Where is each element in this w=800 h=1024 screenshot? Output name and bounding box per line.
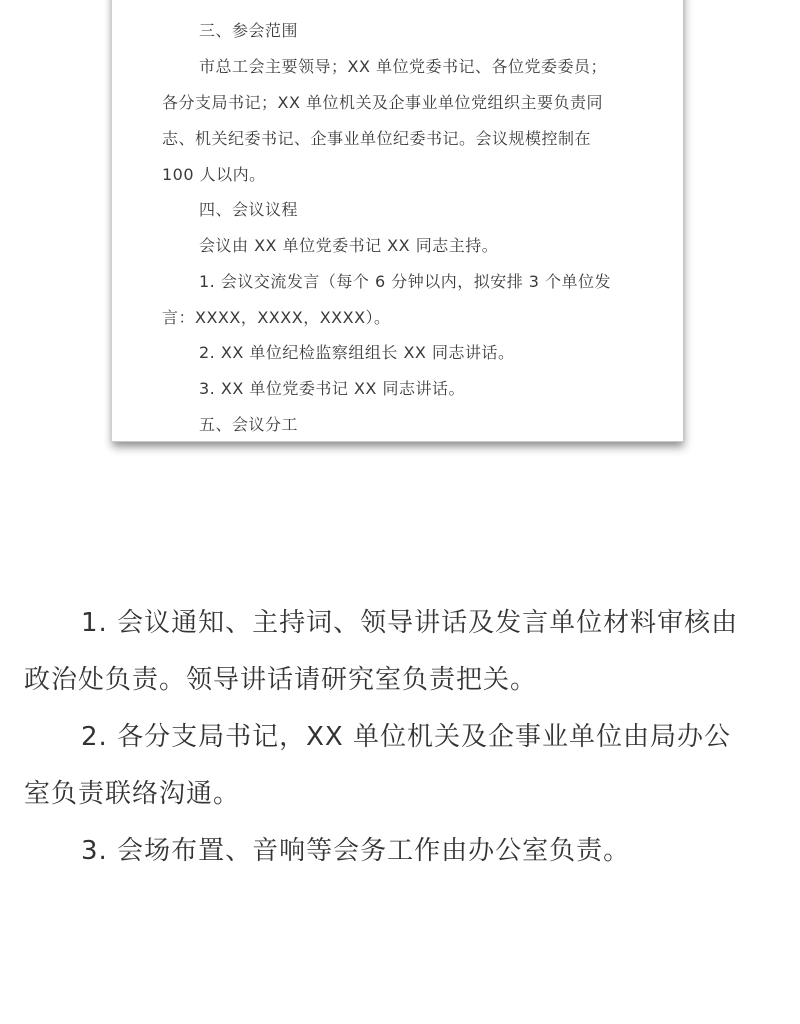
doc-line: 各分支局书记；XX 单位机关及企事业单位党组织主要负责同 <box>162 93 604 112</box>
doc-section-heading: 三、参会范围 <box>199 21 299 40</box>
doc-list-item: 2. XX 单位纪检监察组组长 XX 同志讲话。 <box>199 343 515 362</box>
paragraph-line: 2. 各分支局书记，XX 单位机关及企事业单位由局办公 <box>81 722 731 752</box>
doc-line: 市总工会主要领导；XX 单位党委书记、各位党委委员； <box>199 57 608 76</box>
doc-line: 言：XXXX，XXXX，XXXX）。 <box>162 308 391 327</box>
doc-line: 100 人以内。 <box>162 165 266 184</box>
paragraph-line: 室负责联络沟通。 <box>24 779 241 809</box>
doc-list-item: 1. 会议交流发言（每个 6 分钟以内，拟安排 3 个单位发 <box>199 272 612 291</box>
paragraph-line: 1. 会议通知、主持词、领导讲话及发言单位材料审核由 <box>81 608 739 638</box>
document-preview-card <box>112 0 683 442</box>
doc-line: 志、机关纪委书记、企事业单位纪委书记。会议规模控制在 <box>162 129 592 148</box>
paragraph-line: 3. 会场布置、音响等会务工作由办公室负责。 <box>81 836 631 866</box>
doc-line: 会议由 XX 单位党委书记 XX 同志主持。 <box>199 236 499 255</box>
doc-section-heading: 五、会议分工 <box>199 415 299 434</box>
doc-list-item: 3. XX 单位党委书记 XX 同志讲话。 <box>199 379 465 398</box>
paragraph-line: 政治处负责。领导讲话请研究室负责把关。 <box>24 665 538 695</box>
doc-section-heading: 四、会议议程 <box>199 200 299 219</box>
